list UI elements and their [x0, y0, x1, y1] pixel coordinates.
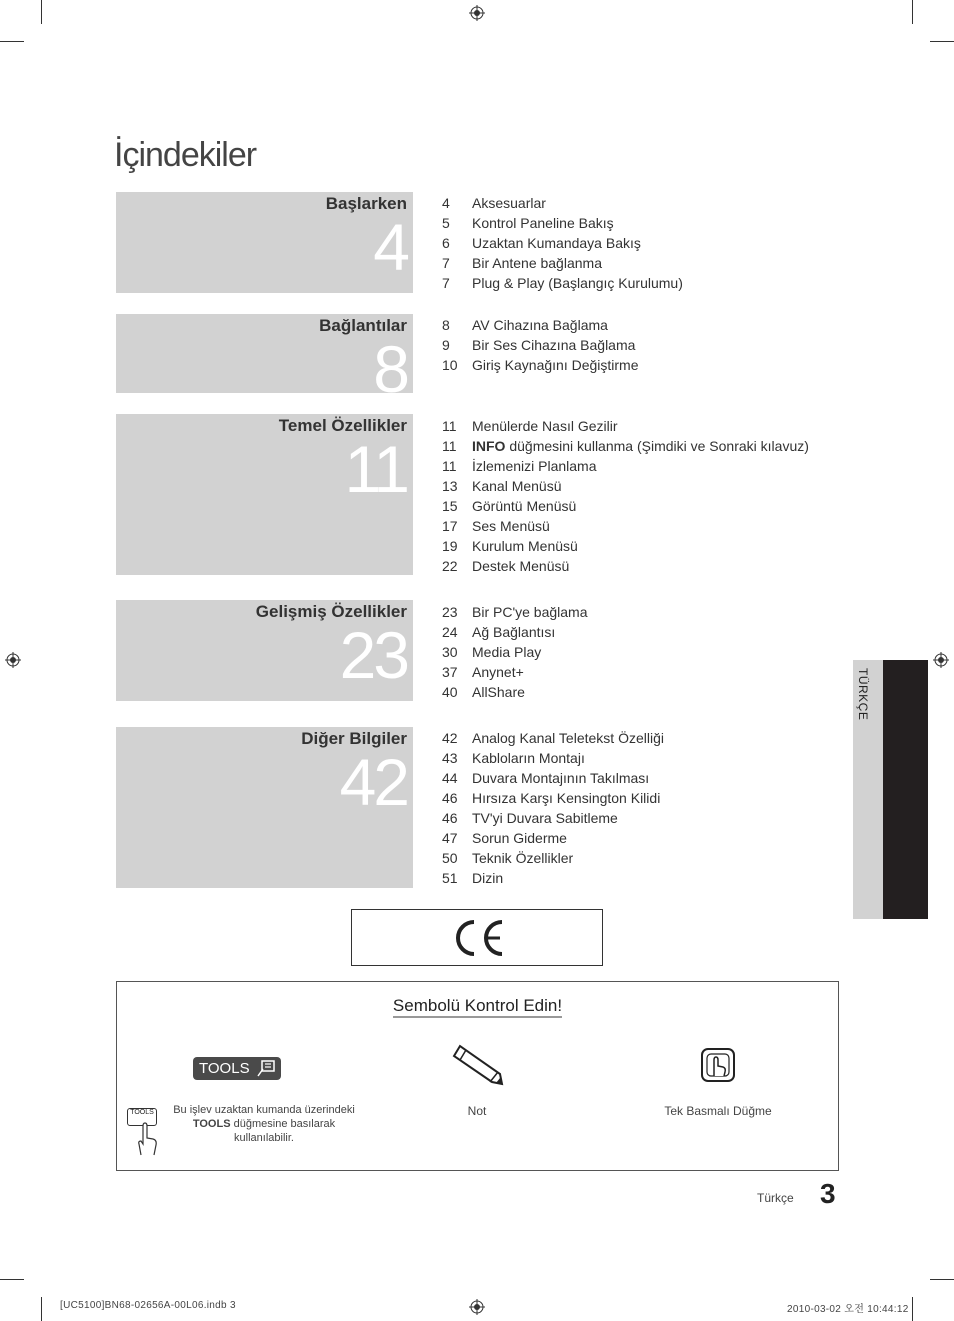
toc-list	[442, 193, 683, 293]
toc-page: 8	[442, 317, 450, 333]
toc-text: düğmesini kullanma (Şimdiki ve Sonraki kılavuz)	[505, 438, 809, 454]
toc-text: Duvara Montajının Takılması	[472, 770, 650, 786]
toc-page: 5	[442, 215, 450, 231]
toc-list	[442, 602, 588, 702]
crop-mark	[912, 1297, 913, 1321]
toc-text: Teknik Özellikler	[472, 850, 574, 866]
toc-text: Bir Ses Cihazına Bağlama	[472, 337, 636, 353]
crop-mark	[912, 0, 913, 24]
toc-text: Dizin	[472, 870, 504, 886]
toc-page: 42	[442, 730, 458, 746]
toc-item[interactable]	[442, 273, 683, 293]
section-title: Bağlantılar	[319, 316, 407, 335]
section-baglantilar	[116, 314, 413, 406]
toc-page: 51	[442, 870, 458, 886]
toc-page: 15	[442, 498, 458, 514]
print-slug-datetime: 2010-03-02 오전 10:44:12	[787, 1304, 909, 1315]
footer-language: Türkçe	[757, 1191, 794, 1205]
toc-item[interactable]	[442, 848, 664, 868]
toc-page: 9	[442, 337, 450, 353]
toc-item[interactable]	[442, 748, 664, 768]
toc-page: 13	[442, 478, 458, 494]
toc-text: Kontrol Paneline Bakış	[472, 215, 614, 231]
toc-item[interactable]	[442, 355, 639, 375]
toc-item[interactable]	[442, 868, 664, 888]
toc-item[interactable]	[442, 516, 809, 536]
toc-list	[442, 728, 664, 888]
toc-item[interactable]	[442, 233, 683, 253]
section-title: Diğer Bilgiler	[301, 729, 407, 748]
toc-text: Uzaktan Kumandaya Bakış	[472, 235, 641, 251]
registration-mark-icon	[469, 5, 485, 21]
toc-text: Aksesuarlar	[472, 195, 546, 211]
section-baslarken	[116, 192, 413, 293]
toc-page: 4	[442, 195, 450, 211]
toc-page: 19	[442, 538, 458, 554]
toc-page: 7	[442, 275, 450, 291]
symbols-title: Sembolü Kontrol Edin!	[117, 996, 838, 1016]
crop-mark	[41, 0, 42, 24]
section-number: 8	[373, 332, 407, 406]
toc-page: 6	[442, 235, 450, 251]
toc-item[interactable]	[442, 315, 639, 335]
tools-badge-icon: TOOLS	[193, 1057, 281, 1080]
section-diger-bilgiler	[116, 727, 413, 888]
toc-text: Plug & Play (Başlangıç Kurulumu)	[472, 275, 683, 291]
toc-item[interactable]	[442, 642, 588, 662]
toc-item[interactable]	[442, 436, 809, 456]
toc-text: Hırsıza Karşı Kensington Kilidi	[472, 790, 661, 806]
toc-page: 46	[442, 790, 458, 806]
tools-hand-icon	[257, 1060, 275, 1077]
toc-page: 11	[442, 458, 457, 474]
toc-item[interactable]	[442, 768, 664, 788]
toc-list	[442, 416, 809, 576]
toc-text: AV Cihazına Bağlama	[472, 317, 608, 333]
toc-item[interactable]	[442, 682, 588, 702]
toc-item[interactable]	[442, 253, 683, 273]
toc-page: 44	[442, 770, 458, 786]
toc-text: Media Play	[472, 644, 542, 660]
toc-page: 47	[442, 830, 458, 846]
toc-page: 17	[442, 518, 458, 534]
page-number: 3	[820, 1178, 836, 1209]
toc-text: Kanal Menüsü	[472, 478, 562, 494]
symbols-box	[116, 981, 839, 1171]
toc-text: Ağ Bağlantısı	[472, 624, 556, 640]
ce-mark-icon	[450, 918, 506, 958]
toc-page: 46	[442, 810, 458, 826]
toc-item[interactable]	[442, 335, 639, 355]
toc-text: AllShare	[472, 684, 525, 700]
toc-item[interactable]	[442, 213, 683, 233]
section-number: 11	[344, 432, 407, 506]
section-title: Gelişmiş Özellikler	[255, 602, 407, 621]
toc-text: Analog Kanal Teletekst Özelliği	[472, 730, 664, 746]
toc-bold: INFO	[472, 438, 506, 454]
language-tab-marker	[883, 660, 928, 919]
toc-list	[442, 315, 639, 375]
toc-page: 37	[442, 664, 458, 680]
toc-text: Anynet+	[472, 664, 524, 680]
note-label: Not	[467, 1104, 487, 1118]
toc-text: Giriş Kaynağını Değiştirme	[472, 357, 639, 373]
crop-mark	[0, 1279, 24, 1280]
toc-item[interactable]	[442, 662, 588, 682]
toc-page: 11	[442, 418, 457, 434]
toc-item[interactable]	[442, 828, 664, 848]
crop-mark	[930, 1279, 954, 1280]
toc-page: 23	[442, 604, 458, 620]
toc-text: Sorun Giderme	[472, 830, 567, 846]
toc-item[interactable]	[442, 808, 664, 828]
print-slug-file: [UC5100]BN68-02656A-00L06.indb 3	[60, 1300, 236, 1311]
registration-mark-icon	[933, 652, 949, 668]
section-gelismis-ozellikler	[116, 600, 413, 701]
ce-mark-box	[351, 909, 603, 966]
language-tab-label: TÜRKÇE	[856, 668, 870, 721]
toc-page: 43	[442, 750, 458, 766]
toc-text: Kurulum Menüsü	[472, 538, 578, 554]
toc-text: İzlemenizi Planlama	[472, 458, 597, 474]
toc-text: Menülerde Nasıl Gezilir	[472, 418, 618, 434]
section-number: 42	[339, 745, 407, 819]
toc-page: 30	[442, 644, 458, 660]
toc-item[interactable]	[442, 556, 809, 576]
toc-item[interactable]	[442, 536, 809, 556]
finger-press-icon	[135, 1122, 159, 1156]
toc-item[interactable]	[442, 602, 588, 622]
toc-item[interactable]	[442, 496, 809, 516]
toc-text: Bir PC'ye bağlama	[472, 604, 588, 620]
toc-item[interactable]	[442, 788, 664, 808]
toc-item[interactable]	[442, 416, 809, 436]
crop-mark	[41, 1297, 42, 1321]
section-title: Temel Özellikler	[278, 416, 407, 435]
section-number: 4	[373, 210, 407, 284]
registration-mark-icon	[5, 652, 21, 668]
registration-mark-icon	[469, 1299, 485, 1315]
toc-page: 7	[442, 255, 450, 271]
toc-page: 11	[442, 438, 457, 454]
toc-item[interactable]	[442, 622, 588, 642]
toc-text: TV'yi Duvara Sabitleme	[472, 810, 618, 826]
remote-tools-label: TOOLS	[130, 1109, 154, 1116]
toc-text: Destek Menüsü	[472, 558, 570, 574]
toc-item[interactable]	[442, 728, 664, 748]
toc-item[interactable]	[442, 193, 683, 213]
one-touch-button-label: Tek Basmalı Düğme	[664, 1104, 772, 1118]
toc-text: Görüntü Menüsü	[472, 498, 577, 514]
toc-text: Bir Antene bağlanma	[472, 255, 602, 271]
toc-text: Ses Menüsü	[472, 518, 550, 534]
tools-description: Bu işlev uzaktan kumanda üzerindeki TOOLS düğmesine basılarak kullanılabilir.	[173, 1104, 355, 1144]
toc-page: 50	[442, 850, 458, 866]
crop-mark	[930, 41, 954, 42]
section-number: 23	[339, 618, 407, 692]
pencil-note-icon	[450, 1044, 506, 1086]
one-touch-button-icon	[701, 1048, 735, 1082]
toc-item[interactable]	[442, 476, 809, 496]
toc-text: Kabloların Montajı	[472, 750, 585, 766]
toc-page: 22	[442, 558, 458, 574]
crop-mark	[0, 41, 24, 42]
toc-item[interactable]	[442, 456, 809, 476]
section-title: Başlarken	[325, 194, 407, 213]
section-temel-ozellikler	[116, 414, 413, 575]
toc-page: 40	[442, 684, 458, 700]
toc-page: 24	[442, 624, 458, 640]
remote-tools-icon	[125, 1106, 159, 1158]
toc-page: 10	[442, 357, 458, 373]
page-title: İçindekiler	[114, 136, 257, 174]
